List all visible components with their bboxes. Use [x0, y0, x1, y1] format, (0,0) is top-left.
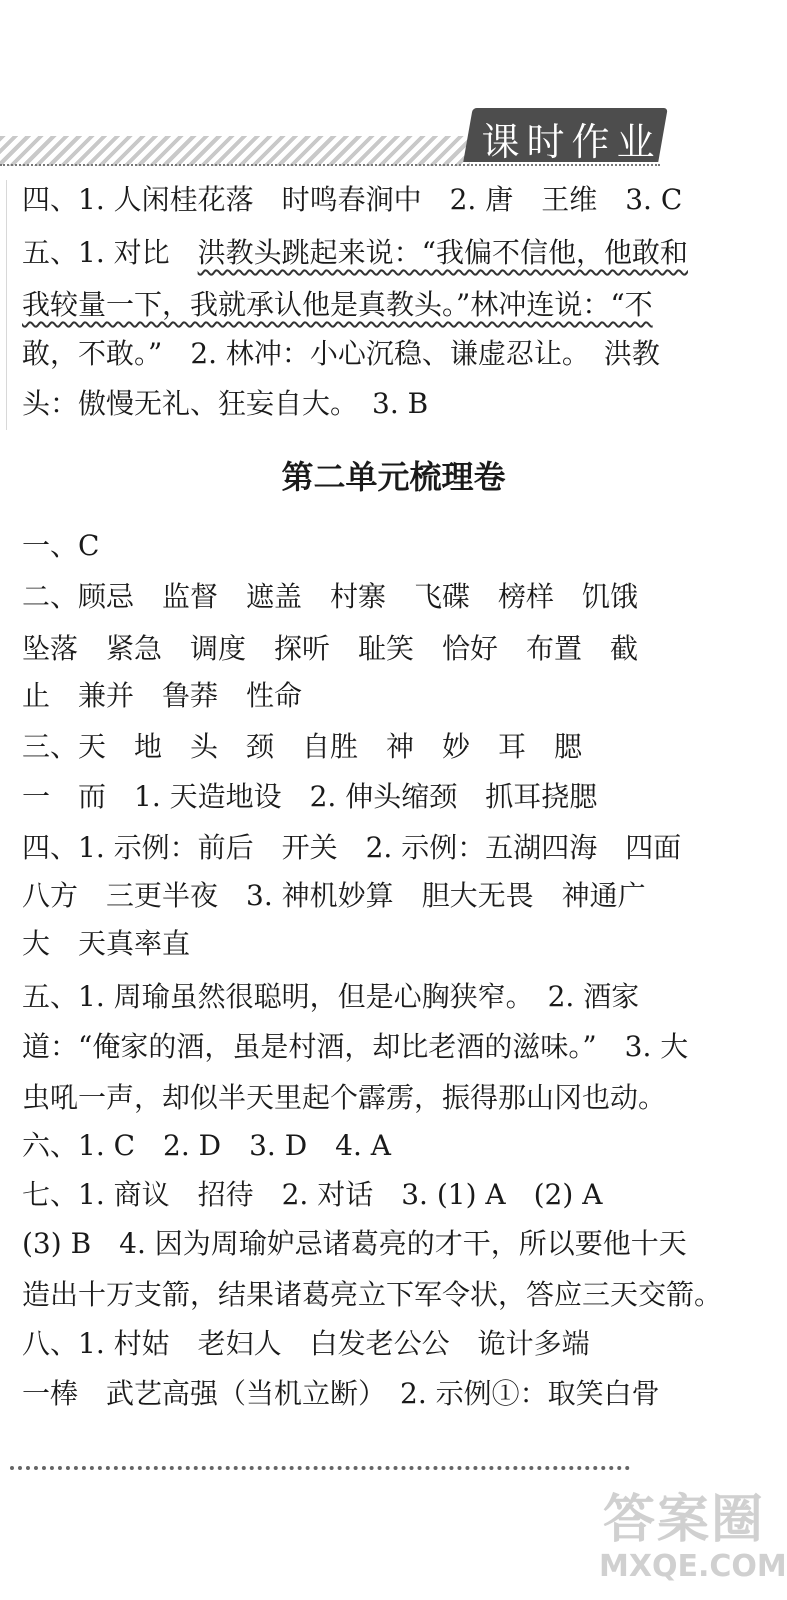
answer-line: (3) B 4. 因为周瑜妒忌诸葛亮的才干，所以要他十天: [22, 1227, 687, 1260]
answer-line: 造出十万支箭，结果诸葛亮立下军令状，答应三天交箭。: [22, 1278, 723, 1311]
answer-line: 大 天真率直: [22, 927, 191, 960]
left-margin-rule: [6, 180, 7, 430]
footer-dotted-border: [10, 1466, 630, 1476]
answer-line: 头：傲慢无礼、狂妄自大。 3. B: [22, 387, 429, 420]
answer-text: 五、1. 对比: [22, 236, 198, 269]
header-tab-char: 作: [571, 119, 610, 164]
answer-line: 八、1. 村姑 老妇人 白发老公公 诡计多端: [22, 1327, 590, 1360]
header-tab-char: 业: [616, 119, 655, 164]
answer-line: 一棒 武艺高强（当机立断） 2. 示例①：取笑白骨: [22, 1377, 660, 1410]
answer-line: 八方 三更半夜 3. 神机妙算 胆大无畏 神通广: [22, 879, 646, 912]
answer-line: 一、C: [22, 529, 100, 562]
answer-line: 止 兼并 鲁莽 性命: [22, 679, 303, 712]
answer-line: 敢，不敢。” 2. 林冲：小心沉稳、谦虚忍让。 洪教: [22, 337, 660, 370]
header-stripes: [0, 136, 470, 166]
header-tab-char: 课: [481, 119, 520, 164]
answer-line: 六、1. C 2. D 3. D 4. A: [22, 1129, 392, 1162]
answer-line: 道：“俺家的酒，虽是村酒，却比老酒的滋味。” 3. 大: [22, 1030, 689, 1063]
header-banner: [0, 119, 787, 172]
answer-line: 一 而 1. 天造地设 2. 伸头缩颈 抓耳挠腮: [22, 780, 598, 813]
section-title: 第二单元梳理卷: [281, 458, 506, 496]
answer-line: 虫吼一声，却似半天里起个霹雳，振得那山冈也动。: [22, 1081, 667, 1114]
answer-line: 四、1. 人闲桂花落 时鸣春涧中 2. 唐 王维 3. C: [22, 183, 683, 216]
header-tab-char: 时: [526, 119, 565, 164]
site-watermark: [599, 1490, 787, 1590]
answer-line: 七、1. 商议 招待 2. 对话 3. (1) A (2) A: [22, 1178, 603, 1211]
answer-line: [22, 285, 653, 325]
answer-line: 三、天 地 头 颈 自胜 神 妙 耳 腮: [22, 730, 583, 763]
answer-line: 五、1. 周瑜虽然很聪明，但是心胸狭窄。 2. 酒家: [22, 980, 640, 1013]
answer-line: 二、顾忌 监督 遮盖 村寨 飞碟 榜样 饥饿: [22, 580, 639, 613]
underlined-quote: 洪教头跳起来说：“我偏不信他，他敢和: [197, 236, 688, 269]
underlined-quote: 我较量一下，我就承认他是真教头。”林冲连说：“不: [22, 288, 653, 321]
answer-line: 坠落 紧急 调度 探听 耻笑 恰好 布置 截: [22, 632, 639, 665]
answer-line: [22, 233, 688, 273]
answer-line: 四、1. 示例：前后 开关 2. 示例：五湖四海 四面: [22, 831, 682, 864]
watermark-url: MXQE.COM: [599, 1549, 787, 1584]
header-tab-title: [478, 114, 658, 162]
watermark-logo-text: 答案圈: [602, 1490, 765, 1550]
